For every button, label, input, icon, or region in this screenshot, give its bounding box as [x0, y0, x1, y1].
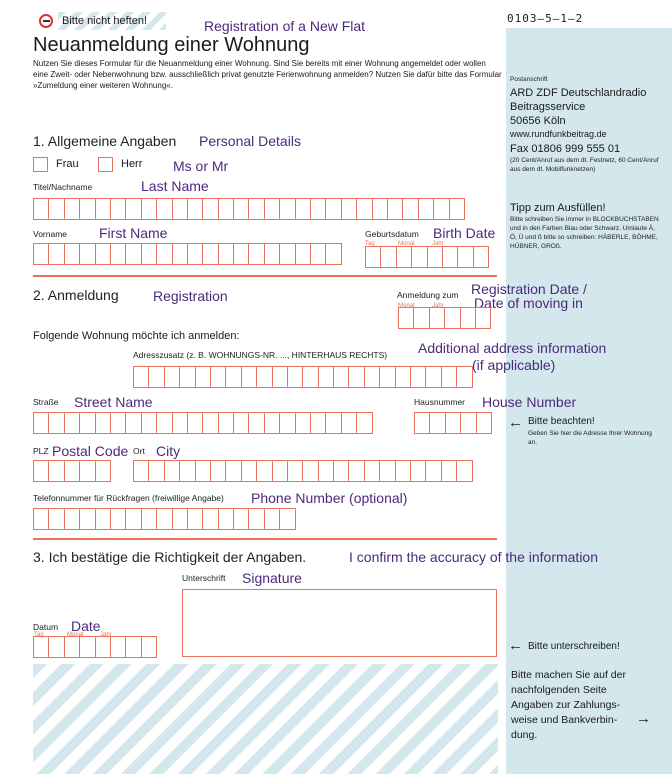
- address-line-3: 50656 Köln: [510, 115, 566, 127]
- letter-box[interactable]: [48, 243, 64, 265]
- letter-box[interactable]: [172, 198, 188, 220]
- signature-translation: Signature: [242, 570, 302, 586]
- letter-box[interactable]: [348, 460, 364, 482]
- letter-box[interactable]: [248, 243, 264, 265]
- section-2-heading: 2. Anmeldung: [33, 287, 119, 303]
- letter-box[interactable]: [364, 460, 380, 482]
- lastname-translation: Last Name: [141, 178, 209, 194]
- letter-box[interactable]: [264, 508, 280, 530]
- letter-box[interactable]: [457, 246, 473, 268]
- letter-box[interactable]: [164, 460, 180, 482]
- tip-text: Bitte schreiben Sie immer in BLOCKBUCHSTABEN und in den Farben Blau oder Schwarz. Umlaute Ä, Ö, Ü und ß bitte so schreiben: HÄBERLE, BÖHME, HÜBNER, GROß.: [510, 216, 659, 250]
- address-line-2: Beitragsservice: [510, 101, 586, 113]
- no-staple-text: Bitte nicht heften!: [62, 15, 147, 27]
- letter-box[interactable]: [372, 198, 388, 220]
- next-page-note: Bitte machen Sie auf der nachfolgenden Seite Angaben zur Zahlungsweise und Bankverbindung.: [511, 669, 626, 741]
- letter-box[interactable]: [233, 243, 249, 265]
- letter-box[interactable]: [241, 460, 257, 482]
- letter-box[interactable]: [202, 243, 218, 265]
- letter-box[interactable]: [460, 307, 476, 329]
- letter-box[interactable]: [110, 243, 126, 265]
- letter-box[interactable]: [264, 198, 280, 220]
- letter-box[interactable]: [325, 243, 341, 265]
- letter-box[interactable]: [195, 366, 211, 388]
- sign-note: Bitte unterschreiben!: [528, 641, 620, 652]
- plz-translation: Postal Code: [52, 443, 129, 459]
- letter-box[interactable]: [272, 366, 288, 388]
- letter-box[interactable]: [433, 198, 449, 220]
- letter-box[interactable]: [302, 366, 318, 388]
- letter-box[interactable]: [210, 366, 226, 388]
- address-extra-translation-1: Additional address information: [418, 340, 607, 356]
- letter-box[interactable]: [256, 366, 272, 388]
- letter-box[interactable]: [148, 366, 164, 388]
- note-text: Geben Sie hier die Adresse Ihrer Wohnung an.: [528, 430, 652, 446]
- letter-box[interactable]: [95, 412, 111, 434]
- letter-box[interactable]: [110, 636, 126, 658]
- letter-box[interactable]: [442, 246, 458, 268]
- date-translation: Date: [71, 618, 101, 634]
- letter-box[interactable]: [333, 366, 349, 388]
- letter-box[interactable]: [48, 412, 64, 434]
- reg-monat-label: Monat: [398, 303, 415, 309]
- letter-box[interactable]: [218, 412, 234, 434]
- letter-box[interactable]: [356, 198, 372, 220]
- letter-box[interactable]: [33, 508, 49, 530]
- letter-box[interactable]: [64, 508, 80, 530]
- letter-box[interactable]: [287, 460, 303, 482]
- lastname-input[interactable]: [33, 198, 465, 220]
- address-extra-label: Adresszusatz (z. B. WOHNUNGS-NR. ..., HINTERHAUS RECHTS): [133, 350, 388, 360]
- letter-box[interactable]: [441, 366, 457, 388]
- letter-box[interactable]: [202, 412, 218, 434]
- letter-box[interactable]: [125, 198, 141, 220]
- letter-box[interactable]: [125, 636, 141, 658]
- letter-box[interactable]: [410, 460, 426, 482]
- letter-box[interactable]: [248, 508, 264, 530]
- letter-box[interactable]: [456, 460, 472, 482]
- arrow-left-icon: ←: [508, 637, 523, 654]
- letter-box[interactable]: [411, 246, 427, 268]
- letter-box[interactable]: [218, 243, 234, 265]
- letter-box[interactable]: [445, 412, 461, 434]
- letter-box[interactable]: [125, 243, 141, 265]
- letter-box[interactable]: [279, 243, 295, 265]
- letter-box[interactable]: [133, 366, 149, 388]
- phone-input[interactable]: [33, 508, 296, 530]
- letter-box[interactable]: [429, 307, 445, 329]
- letter-box[interactable]: [264, 412, 280, 434]
- letter-box[interactable]: [387, 198, 403, 220]
- letter-box[interactable]: [427, 246, 443, 268]
- street-input[interactable]: [33, 412, 373, 434]
- lastname-label: Titel/Nachname: [33, 182, 93, 192]
- letter-box[interactable]: [79, 412, 95, 434]
- letter-box[interactable]: [341, 412, 357, 434]
- letter-box[interactable]: [210, 460, 226, 482]
- letter-box[interactable]: [425, 366, 441, 388]
- birthdate-input[interactable]: [365, 246, 489, 268]
- letter-box[interactable]: [125, 412, 141, 434]
- signature-label: Unterschrift: [182, 573, 226, 583]
- letter-box[interactable]: [256, 460, 272, 482]
- tip-title: Tipp zum Ausfüllen!: [510, 202, 606, 214]
- letter-box[interactable]: [302, 460, 318, 482]
- section-3-heading: 3. Ich bestätige die Richtigkeit der Angaben.: [33, 549, 307, 565]
- letter-box[interactable]: [64, 460, 80, 482]
- letter-box[interactable]: [379, 460, 395, 482]
- letter-box[interactable]: [456, 366, 472, 388]
- registration-date-label: Anmeldung zum: [397, 290, 459, 300]
- striped-area: [33, 664, 498, 774]
- signature-date-input[interactable]: [33, 636, 157, 658]
- section-3-translation: I confirm the accuracy of the information: [349, 549, 598, 565]
- letter-box[interactable]: [425, 460, 441, 482]
- letter-box[interactable]: [449, 198, 465, 220]
- letter-box[interactable]: [444, 307, 460, 329]
- letter-box[interactable]: [460, 412, 476, 434]
- letter-box[interactable]: [395, 460, 411, 482]
- letter-box[interactable]: [295, 243, 311, 265]
- letter-box[interactable]: [156, 508, 172, 530]
- letter-box[interactable]: [333, 460, 349, 482]
- city-translation: City: [156, 443, 181, 459]
- birthdate-label: Geburtsdatum: [365, 229, 419, 239]
- date-label: Datum: [33, 622, 59, 632]
- letter-box[interactable]: [79, 243, 95, 265]
- letter-box[interactable]: [402, 198, 418, 220]
- postanschrift-label: Postanschrift: [510, 76, 548, 83]
- section-1-translation: Personal Details: [199, 133, 301, 149]
- letter-box[interactable]: [95, 198, 111, 220]
- herr-label: Herr: [121, 158, 143, 170]
- letter-box[interactable]: [33, 198, 49, 220]
- letter-box[interactable]: [156, 243, 172, 265]
- house-number-label: Hausnummer: [414, 397, 466, 407]
- letter-box[interactable]: [295, 198, 311, 220]
- letter-box[interactable]: [141, 198, 157, 220]
- fax-number: Fax 01806 999 555 01: [510, 143, 621, 155]
- letter-box[interactable]: [179, 460, 195, 482]
- address-line-1: ARD ZDF Deutschlandradio: [510, 87, 647, 99]
- house-number-translation: House Number: [482, 394, 577, 410]
- frau-label: Frau: [56, 158, 79, 170]
- letter-box[interactable]: [202, 508, 218, 530]
- letter-box[interactable]: [248, 198, 264, 220]
- birthdate-translation: Birth Date: [433, 225, 496, 241]
- letter-box[interactable]: [325, 412, 341, 434]
- frau-checkbox[interactable]: [33, 157, 48, 172]
- letter-box[interactable]: [110, 198, 126, 220]
- letter-box[interactable]: [187, 198, 203, 220]
- title-translation: Registration of a New Flat: [204, 18, 366, 34]
- letter-box[interactable]: [264, 243, 280, 265]
- letter-box[interactable]: [396, 246, 412, 268]
- salutation-translation: Ms or Mr: [173, 158, 229, 174]
- intro-text: Nutzen Sie dieses Formular für die Neuanmeldung einer Wohnung. Sind Sie bereits mit einer Wohnung angemeldet oder wollen eine Zweit- oder Nebenwohnung bzw. ausschließlich privat genutzte Ferienwohnung anmelden? Nutzen Sie dafür bitte das Formular »Zumeldung einer weiteren Wohnung«.: [33, 59, 502, 90]
- letter-box[interactable]: [429, 412, 445, 434]
- letter-box[interactable]: [79, 636, 95, 658]
- plz-input[interactable]: [33, 460, 111, 482]
- letter-box[interactable]: [48, 508, 64, 530]
- letter-box[interactable]: [272, 460, 288, 482]
- letter-box[interactable]: [164, 366, 180, 388]
- letter-box[interactable]: [141, 508, 157, 530]
- letter-box[interactable]: [187, 243, 203, 265]
- letter-box[interactable]: [356, 412, 372, 434]
- birth-tag-label: Tag: [365, 241, 375, 247]
- city-input[interactable]: [133, 460, 473, 482]
- letter-box[interactable]: [325, 198, 341, 220]
- letter-box[interactable]: [395, 366, 411, 388]
- divider: [33, 275, 497, 277]
- sign-tag-label: Tag: [34, 632, 44, 638]
- letter-box[interactable]: [318, 366, 334, 388]
- letter-box[interactable]: [79, 198, 95, 220]
- letter-box[interactable]: [95, 636, 111, 658]
- fax-note: (20 Cent/Anruf aus dem dt. Festnetz, 60 Cent/Anruf aus dem dt. Mobilfunknetzen): [510, 157, 659, 173]
- note-title: Bitte beachten!: [528, 416, 595, 427]
- letter-box[interactable]: [295, 412, 311, 434]
- house-number-input[interactable]: [414, 412, 492, 434]
- firstname-translation: First Name: [99, 225, 168, 241]
- letter-box[interactable]: [413, 307, 429, 329]
- letter-box[interactable]: [33, 636, 49, 658]
- letter-box[interactable]: [95, 243, 111, 265]
- section-2-translation: Registration: [153, 288, 228, 304]
- letter-box[interactable]: [248, 412, 264, 434]
- letter-box[interactable]: [195, 460, 211, 482]
- letter-box[interactable]: [141, 243, 157, 265]
- following-text: Folgende Wohnung möchte ich anmelden:: [33, 330, 240, 342]
- letter-box[interactable]: [141, 412, 157, 434]
- letter-box[interactable]: [187, 412, 203, 434]
- letter-box[interactable]: [48, 636, 64, 658]
- letter-box[interactable]: [95, 460, 111, 482]
- letter-box[interactable]: [310, 243, 326, 265]
- address-extra-input[interactable]: [133, 366, 473, 388]
- no-staple-icon: [39, 14, 53, 28]
- letter-box[interactable]: [148, 460, 164, 482]
- registration-date-input[interactable]: [398, 307, 491, 329]
- letter-box[interactable]: [172, 243, 188, 265]
- letter-box[interactable]: [172, 412, 188, 434]
- address-extra-translation-2: (if applicable): [472, 357, 556, 373]
- letter-box[interactable]: [225, 366, 241, 388]
- letter-box[interactable]: [241, 366, 257, 388]
- letter-box[interactable]: [33, 412, 49, 434]
- letter-box[interactable]: [79, 508, 95, 530]
- letter-box[interactable]: [64, 243, 80, 265]
- letter-box[interactable]: [218, 198, 234, 220]
- letter-box[interactable]: [233, 198, 249, 220]
- letter-box[interactable]: [441, 460, 457, 482]
- street-translation: Street Name: [74, 394, 153, 410]
- letter-box[interactable]: [64, 198, 80, 220]
- letter-box[interactable]: [318, 460, 334, 482]
- letter-box[interactable]: [398, 307, 414, 329]
- page-title: Neuanmeldung einer Wohnung: [33, 34, 310, 56]
- letter-box[interactable]: [310, 198, 326, 220]
- letter-box[interactable]: [110, 508, 126, 530]
- letter-box[interactable]: [364, 366, 380, 388]
- letter-box[interactable]: [348, 366, 364, 388]
- letter-box[interactable]: [279, 198, 295, 220]
- letter-box[interactable]: [64, 636, 80, 658]
- firstname-label: Vorname: [33, 229, 68, 239]
- letter-box[interactable]: [187, 508, 203, 530]
- letter-box[interactable]: [279, 508, 295, 530]
- letter-box[interactable]: [233, 412, 249, 434]
- address-block: [510, 86, 646, 128]
- letter-box[interactable]: [95, 508, 111, 530]
- letter-box[interactable]: [233, 508, 249, 530]
- birth-monat-label: Monat: [398, 241, 415, 247]
- street-label: Straße: [33, 397, 59, 407]
- letter-box[interactable]: [141, 636, 157, 658]
- letter-box[interactable]: [48, 460, 64, 482]
- city-label: Ort: [133, 446, 145, 456]
- letter-box[interactable]: [133, 460, 149, 482]
- letter-box[interactable]: [156, 198, 172, 220]
- divider: [33, 538, 497, 540]
- birth-jahr-label: Jahr: [432, 241, 444, 247]
- letter-box[interactable]: [476, 412, 492, 434]
- letter-box[interactable]: [379, 366, 395, 388]
- letter-box[interactable]: [225, 460, 241, 482]
- letter-box[interactable]: [473, 246, 489, 268]
- letter-box[interactable]: [202, 198, 218, 220]
- registration-date-translation-2: Date of moving in: [474, 295, 583, 311]
- letter-box[interactable]: [156, 412, 172, 434]
- letter-box[interactable]: [79, 460, 95, 482]
- letter-box[interactable]: [218, 508, 234, 530]
- registration-date-translation-1: Registration Date /: [471, 281, 587, 297]
- sign-monat-label: Monat: [67, 632, 84, 638]
- form-code: 0103–5–1–2: [507, 12, 584, 25]
- firstname-input[interactable]: [33, 243, 342, 265]
- letter-box[interactable]: [33, 243, 49, 265]
- plz-label: PLZ: [33, 446, 49, 456]
- phone-translation: Phone Number (optional): [251, 490, 408, 506]
- letter-box[interactable]: [380, 246, 396, 268]
- letter-box[interactable]: [287, 366, 303, 388]
- signature-box[interactable]: [182, 589, 497, 657]
- letter-box[interactable]: [414, 412, 430, 434]
- arrow-left-icon: ←: [508, 414, 523, 431]
- letter-box[interactable]: [341, 198, 357, 220]
- letter-box[interactable]: [48, 198, 64, 220]
- letter-box[interactable]: [172, 508, 188, 530]
- reg-jahr-label: Jahr: [432, 303, 444, 309]
- letter-box[interactable]: [110, 412, 126, 434]
- letter-box[interactable]: [33, 460, 49, 482]
- letter-box[interactable]: [410, 366, 426, 388]
- sign-jahr-label: Jahr: [100, 632, 112, 638]
- arrow-right-icon: →: [636, 710, 651, 727]
- herr-checkbox[interactable]: [98, 157, 113, 172]
- letter-box[interactable]: [365, 246, 381, 268]
- letter-box[interactable]: [310, 412, 326, 434]
- section-1-heading: 1. Allgemeine Angaben: [33, 133, 177, 149]
- letter-box[interactable]: [418, 198, 434, 220]
- website: www.rundfunkbeitrag.de: [510, 129, 607, 139]
- letter-box[interactable]: [475, 307, 491, 329]
- letter-box[interactable]: [125, 508, 141, 530]
- phone-label: Telefonnummer für Rückfragen (freiwillige Angabe): [33, 493, 224, 503]
- letter-box[interactable]: [64, 412, 80, 434]
- letter-box[interactable]: [179, 366, 195, 388]
- letter-box[interactable]: [279, 412, 295, 434]
